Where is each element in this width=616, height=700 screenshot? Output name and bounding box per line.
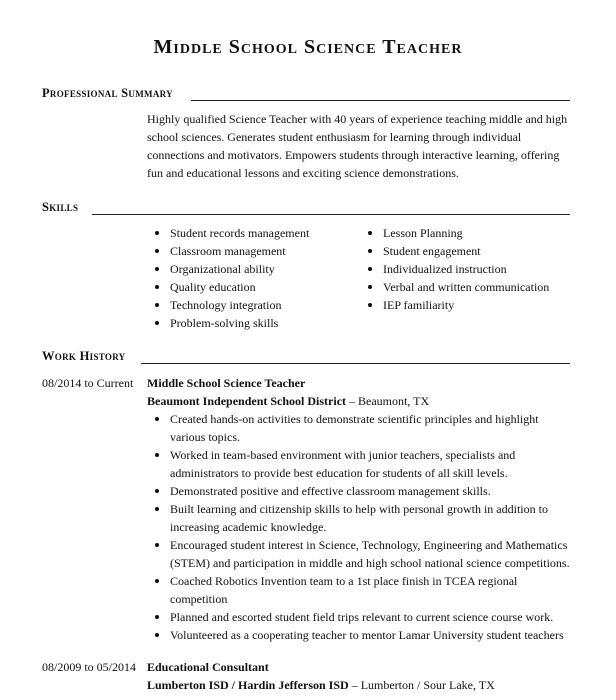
job-location: Beaumont, TX	[358, 394, 430, 408]
skill-item: Student engagement	[360, 242, 549, 260]
skill-item: Classroom management	[147, 242, 309, 260]
skill-item: Individualized instruction	[360, 260, 549, 278]
employer-separator: –	[348, 678, 361, 692]
job-location: Lumberton / Sour Lake, TX	[360, 678, 495, 692]
job-employer: Lumberton ISD / Hardin Jefferson ISD	[147, 678, 349, 692]
job-bullet: Coached Robotics Invention team to a 1st place finish in TCEA regional competition	[147, 572, 570, 608]
job-employer-line	[147, 392, 570, 410]
job-details	[147, 374, 570, 644]
professional-summary: Highly qualified Science Teacher with 40 years of experience teaching middle and high school sciences. Generates student enthusiasm for learning through individual connections and motivators. Empowers students through interactive learning, offering fun and educational lessons and exciting science demonstrations.	[147, 112, 568, 180]
job-dates: 08/2009 to 05/2014	[42, 660, 137, 674]
skill-item: Quality education	[147, 278, 309, 296]
skill-item: Student records management	[147, 224, 309, 242]
job-employer: Beaumont Independent School District	[147, 394, 347, 408]
job-title: Educational Consultant	[147, 660, 269, 674]
job-bullet: Planned and escorted student field trips relevant to current science course work.	[147, 608, 570, 626]
job-bullet-list	[147, 410, 570, 644]
skills-list-right	[360, 224, 549, 314]
section-heading-skills: Skills	[42, 200, 79, 214]
job-details	[147, 658, 570, 694]
skills-list-left	[147, 224, 309, 332]
job-title: Middle School Science Teacher	[147, 376, 306, 390]
section-divider	[141, 363, 570, 364]
resume-title: Middle School Science Teacher	[153, 36, 463, 58]
job-bullet: Built learning and citizenship skills to help with personal growth in addition to increasing academic knowledge.	[147, 500, 570, 536]
section-heading-work-history: Work History	[42, 349, 126, 363]
section-divider	[191, 100, 570, 101]
skill-item: Verbal and written communication	[360, 278, 549, 296]
job-bullet: Volunteered as a cooperating teacher to mentor Lamar University student teachers	[147, 626, 570, 644]
skill-item: Organizational ability	[147, 260, 309, 278]
employer-separator: –	[346, 394, 359, 408]
skill-item: Lesson Planning	[360, 224, 549, 242]
job-dates: 08/2014 to Current	[42, 376, 134, 390]
job-bullet: Created hands-on activities to demonstrate scientific principles and highlight various topics.	[147, 410, 570, 446]
skill-item: IEP familiarity	[360, 296, 549, 314]
section-divider	[92, 214, 570, 215]
job-bullet: Demonstrated positive and effective classroom management skills.	[147, 482, 570, 500]
section-heading-summary: Professional Summary	[42, 86, 173, 100]
job-bullet: Worked in team-based environment with junior teachers, specialists and administrators to provide best education for students of all skill levels.	[147, 446, 570, 482]
skill-item: Problem-solving skills	[147, 314, 309, 332]
job-bullet: Encouraged student interest in Science, Technology, Engineering and Mathematics (STEM) and participation in middle and high school national science competitions.	[147, 536, 570, 572]
skill-item: Technology integration	[147, 296, 309, 314]
job-employer-line	[147, 676, 570, 694]
